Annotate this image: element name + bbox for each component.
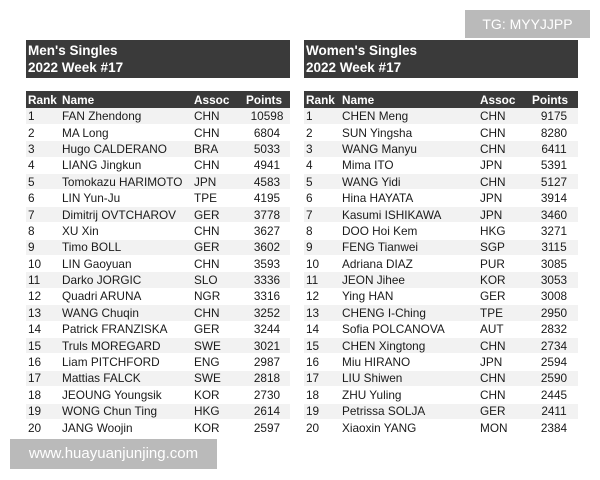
name-cell: WANG Chuqin: [60, 305, 192, 321]
name-cell: Petrissa SOLJA: [340, 403, 478, 419]
header-name: Name: [60, 91, 192, 108]
rank-cell: 15: [26, 337, 60, 353]
rank-cell: 2: [26, 124, 60, 140]
rank-cell: 16: [304, 354, 340, 370]
assoc-cell: CHN: [478, 108, 530, 124]
table-row: [26, 239, 290, 255]
rank-cell: 10: [304, 256, 340, 272]
rank-cell: 8: [304, 223, 340, 239]
table-row: [304, 157, 578, 173]
points-cell: 3085: [530, 256, 578, 272]
name-cell: DOO Hoi Kem: [340, 223, 478, 239]
name-cell: WANG Manyu: [340, 141, 478, 157]
assoc-cell: KOR: [192, 419, 244, 435]
mens-table-body: [26, 108, 290, 436]
rank-cell: 15: [304, 337, 340, 353]
table-row: [26, 354, 290, 370]
points-cell: 2445: [530, 387, 578, 403]
name-cell: WONG Chun Ting: [60, 403, 192, 419]
points-cell: 9175: [530, 108, 578, 124]
assoc-cell: CHN: [478, 141, 530, 157]
womens-title: Women's Singles: [306, 43, 417, 58]
assoc-cell: HKG: [478, 223, 530, 239]
watermark-top: TG: MYYJJPP: [465, 10, 590, 38]
rank-cell: 4: [304, 157, 340, 173]
points-cell: 2590: [530, 370, 578, 386]
name-cell: Timo BOLL: [60, 239, 192, 255]
table-row: [304, 190, 578, 206]
table-row: [304, 370, 578, 386]
name-cell: LIANG Jingkun: [60, 157, 192, 173]
table-row: [304, 124, 578, 140]
rank-cell: 12: [304, 288, 340, 304]
assoc-cell: JPN: [192, 174, 244, 190]
table-row: [26, 387, 290, 403]
rank-cell: 3: [304, 141, 340, 157]
points-cell: 2832: [530, 321, 578, 337]
points-cell: 5391: [530, 157, 578, 173]
assoc-cell: CHN: [192, 108, 244, 124]
name-cell: LIN Gaoyuan: [60, 256, 192, 272]
name-cell: Quadri ARUNA: [60, 288, 192, 304]
assoc-cell: JPN: [478, 354, 530, 370]
name-cell: Truls MOREGARD: [60, 337, 192, 353]
points-cell: 3593: [244, 256, 290, 272]
assoc-cell: AUT: [478, 321, 530, 337]
points-cell: 3336: [244, 272, 290, 288]
rank-cell: 17: [304, 370, 340, 386]
womens-ranking-table: [304, 91, 578, 436]
points-cell: 3914: [530, 190, 578, 206]
mens-singles-panel: [26, 40, 290, 436]
rank-cell: 17: [26, 370, 60, 386]
name-cell: Kasumi ISHIKAWA: [340, 206, 478, 222]
rank-cell: 10: [26, 256, 60, 272]
assoc-cell: CHN: [192, 305, 244, 321]
points-cell: 3252: [244, 305, 290, 321]
table-row: [304, 141, 578, 157]
rank-cell: 12: [26, 288, 60, 304]
assoc-cell: CHN: [478, 387, 530, 403]
assoc-cell: CHN: [192, 124, 244, 140]
table-row: [304, 206, 578, 222]
assoc-cell: JPN: [478, 206, 530, 222]
points-cell: 2411: [530, 403, 578, 419]
assoc-cell: SLO: [192, 272, 244, 288]
table-row: [26, 223, 290, 239]
name-cell: Patrick FRANZISKA: [60, 321, 192, 337]
assoc-cell: JPN: [478, 157, 530, 173]
name-cell: Hina HAYATA: [340, 190, 478, 206]
table-row: [304, 305, 578, 321]
points-cell: 4195: [244, 190, 290, 206]
rank-cell: 16: [26, 354, 60, 370]
mens-table-header: [26, 91, 290, 108]
points-cell: 3316: [244, 288, 290, 304]
rank-cell: 11: [26, 272, 60, 288]
name-cell: JEON Jihee: [340, 272, 478, 288]
assoc-cell: NGR: [192, 288, 244, 304]
name-cell: CHEN Meng: [340, 108, 478, 124]
points-cell: 3008: [530, 288, 578, 304]
table-row: [304, 256, 578, 272]
rank-cell: 18: [304, 387, 340, 403]
table-row: [26, 403, 290, 419]
name-cell: Adriana DIAZ: [340, 256, 478, 272]
header-name: Name: [340, 91, 478, 108]
table-row: [304, 239, 578, 255]
name-cell: JEOUNG Youngsik: [60, 387, 192, 403]
name-cell: Hugo CALDERANO: [60, 141, 192, 157]
rank-cell: 8: [26, 223, 60, 239]
table-row: [304, 403, 578, 419]
points-cell: 3115: [530, 239, 578, 255]
header-assoc: Assoc: [192, 91, 244, 108]
header-rank: Rank: [304, 91, 340, 108]
rank-cell: 1: [304, 108, 340, 124]
mens-title: Men's Singles: [28, 43, 118, 58]
table-row: [304, 337, 578, 353]
points-cell: 2597: [244, 419, 290, 435]
points-cell: 2818: [244, 370, 290, 386]
assoc-cell: PUR: [478, 256, 530, 272]
header-points: Points: [530, 91, 578, 108]
assoc-cell: GER: [192, 321, 244, 337]
rank-cell: 7: [26, 206, 60, 222]
points-cell: 2950: [530, 305, 578, 321]
rank-cell: 2: [304, 124, 340, 140]
assoc-cell: SGP: [478, 239, 530, 255]
points-cell: 8280: [530, 124, 578, 140]
assoc-cell: GER: [192, 206, 244, 222]
assoc-cell: ENG: [192, 354, 244, 370]
name-cell: LIN Yun-Ju: [60, 190, 192, 206]
rank-cell: 6: [304, 190, 340, 206]
table-row: [304, 272, 578, 288]
table-row: [26, 256, 290, 272]
assoc-cell: KOR: [192, 387, 244, 403]
table-row: [26, 174, 290, 190]
table-row: [26, 419, 290, 435]
table-row: [26, 305, 290, 321]
points-cell: 6411: [530, 141, 578, 157]
table-row: [304, 321, 578, 337]
name-cell: WANG Yidi: [340, 174, 478, 190]
points-cell: 3021: [244, 337, 290, 353]
points-cell: 2987: [244, 354, 290, 370]
points-cell: 10598: [244, 108, 290, 124]
rank-cell: 19: [26, 403, 60, 419]
table-row: [304, 419, 578, 435]
assoc-cell: SWE: [192, 337, 244, 353]
assoc-cell: CHN: [192, 256, 244, 272]
table-row: [26, 288, 290, 304]
assoc-cell: TPE: [478, 305, 530, 321]
assoc-cell: MON: [478, 419, 530, 435]
womens-table-body: [304, 108, 578, 436]
points-cell: 2614: [244, 403, 290, 419]
assoc-cell: GER: [478, 403, 530, 419]
table-row: [26, 141, 290, 157]
rank-cell: 14: [26, 321, 60, 337]
name-cell: Mima ITO: [340, 157, 478, 173]
assoc-cell: CHN: [192, 157, 244, 173]
assoc-cell: CHN: [478, 370, 530, 386]
name-cell: JANG Woojin: [60, 419, 192, 435]
assoc-cell: TPE: [192, 190, 244, 206]
rank-cell: 5: [26, 174, 60, 190]
name-cell: FAN Zhendong: [60, 108, 192, 124]
assoc-cell: CHN: [478, 124, 530, 140]
table-row: [304, 387, 578, 403]
name-cell: CHENG I-Ching: [340, 305, 478, 321]
name-cell: Miu HIRANO: [340, 354, 478, 370]
name-cell: XU Xin: [60, 223, 192, 239]
mens-ranking-table: [26, 91, 290, 436]
name-cell: Xiaoxin YANG: [340, 419, 478, 435]
name-cell: SUN Yingsha: [340, 124, 478, 140]
header-rank: Rank: [26, 91, 60, 108]
assoc-cell: SWE: [192, 370, 244, 386]
table-row: [304, 354, 578, 370]
assoc-cell: GER: [478, 288, 530, 304]
assoc-cell: CHN: [478, 174, 530, 190]
table-row: [26, 190, 290, 206]
points-cell: 3460: [530, 206, 578, 222]
points-cell: 3602: [244, 239, 290, 255]
table-row: [26, 272, 290, 288]
womens-table-header: [304, 91, 578, 108]
rank-cell: 6: [26, 190, 60, 206]
table-row: [26, 206, 290, 222]
points-cell: 3627: [244, 223, 290, 239]
points-cell: 2734: [530, 337, 578, 353]
rank-cell: 11: [304, 272, 340, 288]
table-row: [26, 321, 290, 337]
assoc-cell: JPN: [478, 190, 530, 206]
name-cell: Mattias FALCK: [60, 370, 192, 386]
name-cell: Tomokazu HARIMOTO: [60, 174, 192, 190]
name-cell: Sofia POLCANOVA: [340, 321, 478, 337]
table-row: [26, 124, 290, 140]
table-row: [26, 337, 290, 353]
name-cell: Darko JORGIC: [60, 272, 192, 288]
womens-singles-panel: [304, 40, 578, 436]
rank-cell: 19: [304, 403, 340, 419]
name-cell: LIU Shiwen: [340, 370, 478, 386]
name-cell: Dimitrij OVTCHAROV: [60, 206, 192, 222]
rank-cell: 4: [26, 157, 60, 173]
rank-cell: 13: [26, 305, 60, 321]
name-cell: CHEN Xingtong: [340, 337, 478, 353]
table-row: [304, 223, 578, 239]
points-cell: 2594: [530, 354, 578, 370]
points-cell: 4583: [244, 174, 290, 190]
name-cell: Ying HAN: [340, 288, 478, 304]
table-row: [26, 157, 290, 173]
assoc-cell: GER: [192, 239, 244, 255]
name-cell: ZHU Yuling: [340, 387, 478, 403]
rank-cell: 18: [26, 387, 60, 403]
header-points: Points: [244, 91, 290, 108]
assoc-cell: HKG: [192, 403, 244, 419]
rank-cell: 7: [304, 206, 340, 222]
points-cell: 5127: [530, 174, 578, 190]
rank-cell: 1: [26, 108, 60, 124]
assoc-cell: BRA: [192, 141, 244, 157]
points-cell: 3053: [530, 272, 578, 288]
name-cell: MA Long: [60, 124, 192, 140]
points-cell: 3244: [244, 321, 290, 337]
rank-cell: 9: [26, 239, 60, 255]
rank-cell: 13: [304, 305, 340, 321]
rank-cell: 20: [26, 419, 60, 435]
table-row: [26, 108, 290, 124]
assoc-cell: CHN: [478, 337, 530, 353]
womens-week: 2022 Week #17: [306, 60, 402, 75]
name-cell: FENG Tianwei: [340, 239, 478, 255]
points-cell: 4941: [244, 157, 290, 173]
rank-cell: 20: [304, 419, 340, 435]
rank-cell: 9: [304, 239, 340, 255]
points-cell: 3271: [530, 223, 578, 239]
assoc-cell: CHN: [192, 223, 244, 239]
points-cell: 2384: [530, 419, 578, 435]
points-cell: 5033: [244, 141, 290, 157]
rank-cell: 5: [304, 174, 340, 190]
table-row: [26, 370, 290, 386]
assoc-cell: KOR: [478, 272, 530, 288]
table-row: [304, 108, 578, 124]
mens-week: 2022 Week #17: [28, 60, 124, 75]
points-cell: 3778: [244, 206, 290, 222]
table-row: [304, 174, 578, 190]
table-row: [304, 288, 578, 304]
points-cell: 6804: [244, 124, 290, 140]
mens-title-box: [26, 40, 290, 78]
points-cell: 2730: [244, 387, 290, 403]
womens-title-box: [304, 40, 578, 78]
rank-cell: 14: [304, 321, 340, 337]
watermark-bottom: www.huayuanjunjing.com: [10, 439, 217, 469]
rank-cell: 3: [26, 141, 60, 157]
name-cell: Liam PITCHFORD: [60, 354, 192, 370]
header-assoc: Assoc: [478, 91, 530, 108]
